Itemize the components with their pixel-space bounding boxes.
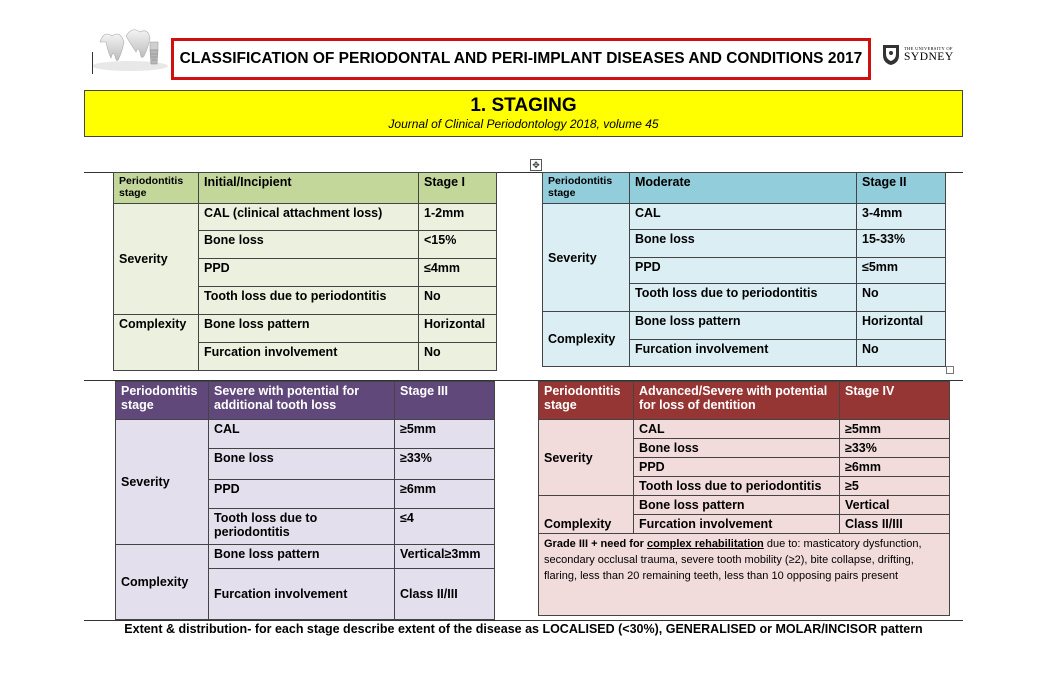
logo-university-of: THE UNIVERSITY OF <box>904 46 953 51</box>
criterion-value: No <box>857 340 946 367</box>
criterion-value: ≥5 <box>840 477 950 496</box>
criterion-label: Furcation involvement <box>209 569 395 620</box>
criterion-value: Horizontal <box>857 312 946 340</box>
complexity-label: Complexity <box>543 312 630 367</box>
criterion-label: PPD <box>634 458 840 477</box>
complexity-label: Complexity <box>116 545 209 620</box>
criterion-label: Bone loss pattern <box>199 315 419 343</box>
criterion-label: CAL (clinical attachment loss) <box>199 204 419 231</box>
note-emphasis: complex rehabilitation <box>647 538 764 550</box>
header-divider <box>92 52 93 74</box>
criterion-value: Vertical≥3mm <box>395 545 495 569</box>
criterion-label: Bone loss pattern <box>209 545 395 569</box>
stage-4-note <box>539 534 950 616</box>
complexity-label: Complexity <box>539 496 634 534</box>
criterion-value: No <box>419 343 497 371</box>
extent-distribution-footer: Extent & distribution- for each stage describe extent of the disease as LOCALISED (<30%), GENERALISED or MOLAR/INCISOR pattern <box>124 622 923 636</box>
criterion-label: CAL <box>634 420 840 439</box>
stage-description-cell: Initial/Incipient <box>199 173 419 204</box>
criterion-value: ≤4 <box>395 509 495 545</box>
criterion-label: CAL <box>209 420 395 449</box>
severity-label: Severity <box>543 204 630 312</box>
criterion-label: Furcation involvement <box>634 515 840 534</box>
staging-subtitle: Journal of Clinical Periodontology 2018, volume 45 <box>388 117 659 131</box>
criterion-value: ≥33% <box>395 449 495 480</box>
criterion-label: Bone loss <box>209 449 395 480</box>
severity-label: Severity <box>114 204 199 315</box>
note-lead: Grade III + need for <box>544 538 644 550</box>
complexity-label: Complexity <box>114 315 199 371</box>
criterion-value: Horizontal <box>419 315 497 343</box>
criterion-label: Tooth loss due to periodontitis <box>630 284 857 312</box>
criterion-label: PPD <box>209 480 395 509</box>
criterion-label: PPD <box>199 259 419 287</box>
document-title <box>171 38 871 80</box>
stage-3-table <box>115 381 495 620</box>
criterion-value: 1-2mm <box>419 204 497 231</box>
criterion-label: Bone loss pattern <box>634 496 840 515</box>
divider-line-bottom <box>84 620 963 621</box>
criterion-label: Bone loss <box>199 231 419 259</box>
stage-name-cell: Stage IV <box>840 382 950 420</box>
criterion-value: No <box>419 287 497 315</box>
criterion-label: Furcation involvement <box>630 340 857 367</box>
criterion-value: No <box>857 284 946 312</box>
criterion-value: ≥6mm <box>395 480 495 509</box>
criterion-label: Furcation involvement <box>199 343 419 371</box>
staging-title: 1. STAGING <box>470 95 577 116</box>
stage-name-cell: Stage III <box>395 382 495 420</box>
criterion-value: <15% <box>419 231 497 259</box>
university-logo <box>882 44 962 66</box>
criterion-label: Bone loss <box>634 439 840 458</box>
note-rest: due to: masticatory dysfunction, secondary occlusal trauma, severe tooth mobility (≥2), bite collapse, drifting, flaring, less than 20 remaining teeth, less than 10 opposing pairs present <box>544 538 922 582</box>
crest-icon <box>882 44 900 66</box>
criterion-value: ≥5mm <box>395 420 495 449</box>
severity-label: Severity <box>539 420 634 496</box>
criterion-label: Bone loss pattern <box>630 312 857 340</box>
criterion-label: PPD <box>630 258 857 284</box>
staging-banner <box>84 90 963 137</box>
stage-2-table <box>542 172 946 367</box>
severity-label: Severity <box>116 420 209 545</box>
criterion-value: 3-4mm <box>857 204 946 230</box>
stage-label-cell: Periodontitis stage <box>543 173 630 204</box>
stage-description-cell: Moderate <box>630 173 857 204</box>
criterion-label: Tooth loss due to periodontitis <box>634 477 840 496</box>
stage-description-cell: Advanced/Severe with potential for loss of dentition <box>634 382 840 420</box>
criterion-label: Tooth loss due to periodontitis <box>199 287 419 315</box>
criterion-label: CAL <box>630 204 857 230</box>
stage-name-cell: Stage II <box>857 173 946 204</box>
criterion-value: 15-33% <box>857 230 946 258</box>
stage-label-cell: Periodontitis stage <box>116 382 209 420</box>
criterion-label: Tooth loss due to periodontitis <box>209 509 395 545</box>
stage-name-cell: Stage I <box>419 173 497 204</box>
criterion-label: Bone loss <box>630 230 857 258</box>
stage-label-cell: Periodontitis stage <box>114 173 199 204</box>
logo-sydney: SYDNEY <box>904 50 954 63</box>
criterion-value: ≥6mm <box>840 458 950 477</box>
criterion-value: ≥5mm <box>840 420 950 439</box>
stage-description-cell: Severe with potential for additional tooth loss <box>209 382 395 420</box>
criterion-value: Class II/III <box>840 515 950 534</box>
criterion-value: Vertical <box>840 496 950 515</box>
criterion-value: ≥33% <box>840 439 950 458</box>
stage-4-table <box>538 381 950 616</box>
document-title-text: CLASSIFICATION OF PERIODONTAL AND PERI-IMPLANT DISEASES AND CONDITIONS 2017 <box>179 50 863 67</box>
criterion-value: Class II/III <box>395 569 495 620</box>
stage-1-table <box>113 172 497 371</box>
table-resize-handle[interactable] <box>946 366 954 374</box>
table-move-handle-icon[interactable]: ✥ <box>530 159 542 171</box>
criterion-value: ≤5mm <box>857 258 946 284</box>
stage-label-cell: Periodontitis stage <box>539 382 634 420</box>
criterion-value: ≤4mm <box>419 259 497 287</box>
teeth-implant-logo <box>90 22 172 74</box>
